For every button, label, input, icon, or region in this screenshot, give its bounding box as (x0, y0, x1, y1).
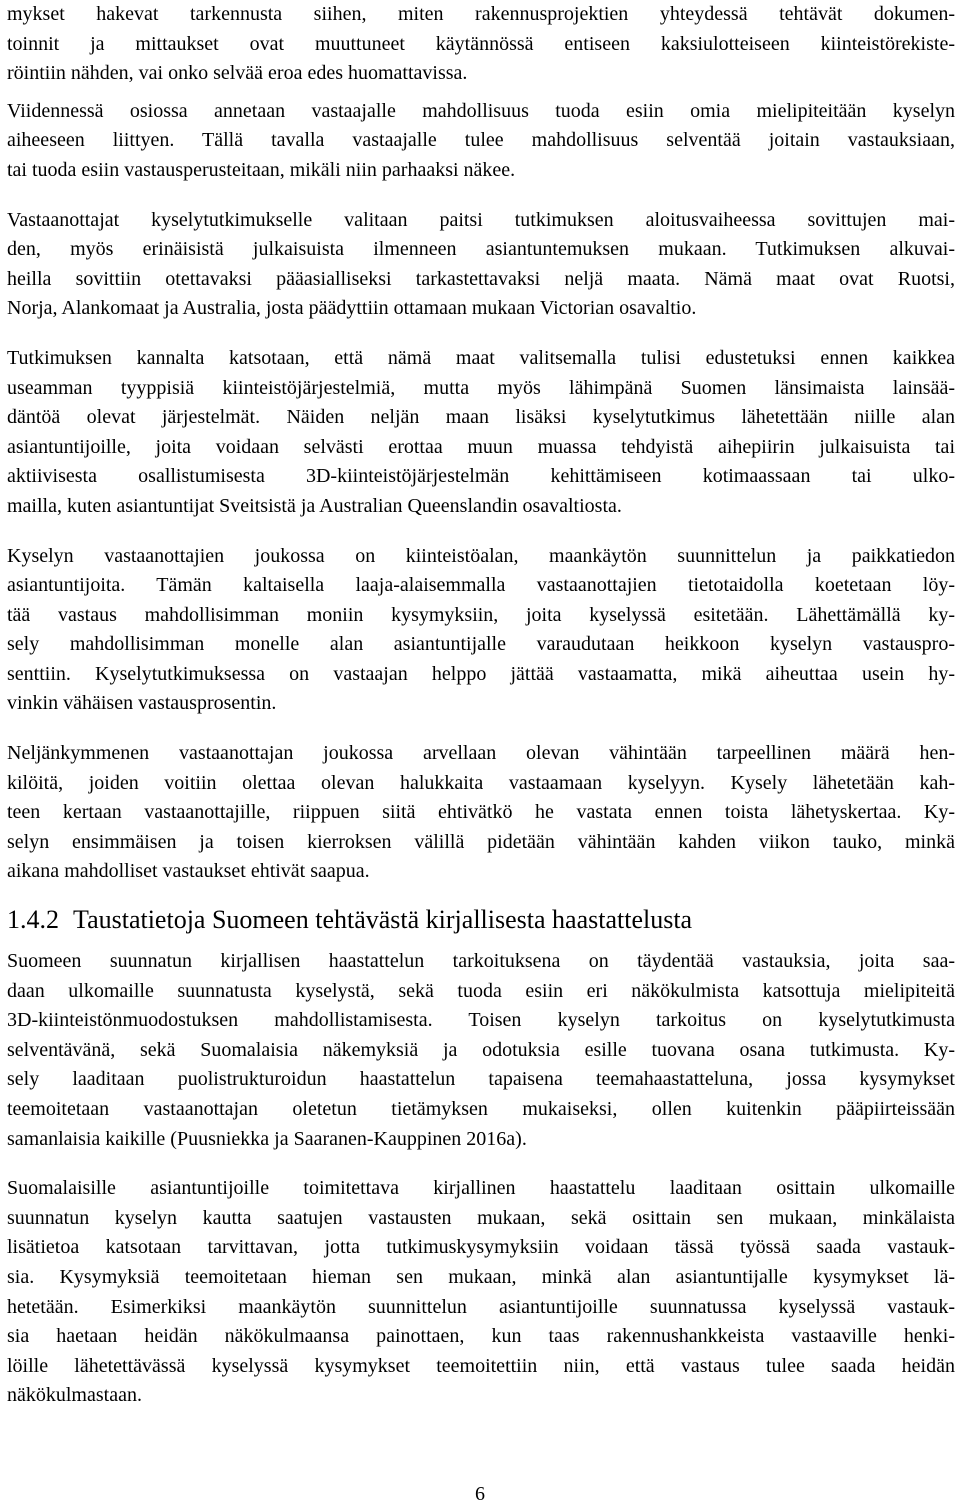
text-line: löille lähetettävässä kyselyssä kysymykset teemoitettiin niin, että vastaus tulee saada heidän (7, 1354, 955, 1377)
text-line: asiantuntijoille, joita voidaan selvästi erottaa muun muassa tehdyistä aihepiirin julkaisuista tai (7, 435, 955, 458)
text-line: Tutkimuksen kannalta katsotaan, että nämä maat valitsemalla tulisi edustetuksi ennen kaikkea (7, 346, 955, 369)
paragraph-recipients (7, 206, 955, 324)
text-line: daan ulkomaille suunnatusta kyselystä, sekä tuoda esiin eri näkökulmista katsottuja mielipiteitä (7, 979, 955, 1002)
text-line: useamman tyyppisiä kiinteistöjärjestelmiä, mutta myös lähimpänä Suomen länsimaista lainsää- (7, 376, 955, 399)
paragraph-gap (7, 89, 955, 97)
paragraph-survey-questions (7, 0, 955, 89)
paragraph-gap (7, 522, 955, 542)
text-line: Vastaanottajat kyselytutkimukselle valitaan paitsi tutkimuksen aloitusvaiheessa sovittujen mai- (7, 208, 955, 231)
text-line: aikana mahdolliset vastaukset ehtivät saapua. (7, 860, 370, 883)
text-line: aiheeseen liittyen. Tällä tavalla vastaajalle tulee mahdollisuus selventää joitain vastauksiaan, (7, 129, 955, 152)
paragraph-gap (7, 719, 955, 739)
text-line: Suomeen suunnatun kirjallisen haastattelun tarkoituksena on täydentää vastauksia, joita saa- (7, 950, 955, 973)
text-line: senttiin. Kyselytutkimuksessa on vastaajan helppo jättää vastaamatta, mikä aiheuttaa usein hy- (7, 662, 955, 685)
section-heading (7, 903, 955, 937)
text-line: tää vastaus mahdollisimman moniin kysymyksiin, joita kyselyssä esitetään. Lähettämällä ky- (7, 603, 955, 626)
text-line: mykset hakevat tarkennusta siihen, miten rakennusprojektien yhteydessä tehtävät dokumen- (7, 3, 955, 25)
text-line: Kyselyn vastaanottajien joukossa on kiinteistöalan, maankäytön suunnittelun ja paikkatiedon (7, 544, 955, 567)
text-line: Suomalaisille asiantuntijoille toimitettava kirjallinen haastattelu laaditaan osittain ulkomaille (7, 1177, 955, 1200)
text-line: Viidennessä osiossa annetaan vastaajalle mahdollisuus tuoda esiin omia mielipiteitään kyselyn (7, 99, 955, 122)
text-line: Neljänkymmenen vastaanottajan joukossa arvellaan olevan vähintään tarpeellinen määrä hen- (7, 742, 955, 765)
paragraph-fifth-section (7, 97, 955, 186)
paragraph-forty-recipients (7, 739, 955, 887)
text-line: vinkin vähäisen vastausprosentin. (7, 692, 277, 715)
text-line: aktiivisesta osallistumisesta 3D-kiinteistöjärjestelmän kehittämiseen kotimaassaan tai ulko- (7, 465, 955, 488)
section-number: 1.4.2 (7, 905, 59, 935)
document-page (7, 0, 955, 1411)
paragraph-gap (7, 186, 955, 206)
text-line: heilla sovittiin otettavaksi pääasialliseksi tarkastettavaksi neljä maata. Nämä maat ovat Ruotsi, (7, 267, 955, 290)
text-line: tai tuoda esiin vastausperusteitaan, mikäli niin parhaaksi näkee. (7, 158, 516, 181)
text-line: teen kertaan vastaanottajille, riippuen siitä ehtivätkö he vastata ennen toista lähetyskertaa. Ky- (7, 801, 955, 824)
paragraph-gap (7, 887, 955, 903)
text-line: suunnatun kyselyn kautta saatujen vastausten mukaan, sekä osittain sen mukaan, minkälaista (7, 1206, 955, 1229)
paragraph-gap (7, 324, 955, 344)
text-line: kilöitä, joiden voitiin olettaa olevan halukkaita vastaamaan kyselyyn. Kysely lähetetään kah- (7, 771, 955, 794)
text-line: däntöä olevat järjestelmät. Näiden neljän maan lisäksi kyselytutkimus lähetettään niille alan (7, 406, 955, 429)
text-line: toinnit ja mittaukset ovat muuttuneet käytännössä entiseen kaksiulotteiseen kiinteistörekiste- (7, 32, 955, 55)
text-line: den, myös erinäisistä julkaisuista ilmenneen asiantuntemuksen mukaan. Tutkimuksen alkuvai- (7, 238, 955, 261)
text-line: röintiin nähden, vai onko selvää eroa edes huomattavissa. (7, 62, 468, 85)
text-line: selyn ensimmäisen ja toisen kierroksen välillä pidetään vähintään kahden viikon tauko, minkä (7, 830, 955, 853)
paragraph-finnish-interview (7, 947, 955, 1154)
text-line: sia haetaan heidän näkökulmaansa painottaen, kun taas rakennushankkeista vastaaville henki- (7, 1325, 955, 1348)
text-line: sely mahdollisimman monelle alan asiantuntijalle varaudutaan heikkoon kyselyn vastauspro- (7, 633, 955, 656)
text-line: hetetään. Esimerkiksi maankäytön suunnittelun asiantuntijoille suunnatussa kyselyssä vastauk- (7, 1295, 955, 1318)
text-line: 3D-kiinteistönmuodostuksen mahdollistamisesta. Toisen kyselyn tarkoitus on kyselytutkimusta (7, 1009, 955, 1032)
text-line: näkökulmastaan. (7, 1384, 142, 1407)
text-line: selventävänä, sekä Suomalaisia näkemyksiä ja odotuksia esille tuovana osana tutkimusta. Ky- (7, 1038, 955, 1061)
paragraph-gap (7, 1154, 955, 1174)
paragraph-recipient-experts (7, 542, 955, 720)
section-title: Taustatietoja Suomeen tehtävästä kirjallisesta haastattelusta (73, 905, 693, 935)
text-line: teemoitetaan vastaanottajan oletetun tietämyksen mukaiseksi, ollen kuitenkin pääpiirteissään (7, 1098, 955, 1120)
paragraph-country-selection (7, 344, 955, 522)
text-line: lisätietoa katsotaan tarvittavan, jotta tutkimuskysymyksiin voidaan tässä työssä saada vastauk- (7, 1236, 955, 1259)
text-line: asiantuntijoita. Tämän kaltaisella laaja-alaisemmalla vastaanottajien tietotaidolla koetetaan löy- (7, 574, 955, 597)
text-line: sia. Kysymyksiä teemoitetaan hieman sen mukaan, minkä alan asiantuntijalle kysymykset lä- (7, 1265, 955, 1288)
text-line: Norja, Alankomaat ja Australia, josta päädyttiin ottamaan mukaan Victorian osavaltio. (7, 297, 697, 320)
paragraph-finnish-experts (7, 1174, 955, 1411)
text-line: mailla, kuten asiantuntijat Sveitsistä ja Australian Queenslandin osavaltiosta. (7, 494, 622, 517)
page-number: 6 (475, 1483, 485, 1505)
text-line: sely laaditaan puolistrukturoidun haastattelun tapaisena teemahaastatteluna, jossa kysymykset (7, 1068, 955, 1091)
text-line: samanlaisia kaikille (Puusniekka ja Saaranen-Kauppinen 2016a). (7, 1127, 527, 1150)
